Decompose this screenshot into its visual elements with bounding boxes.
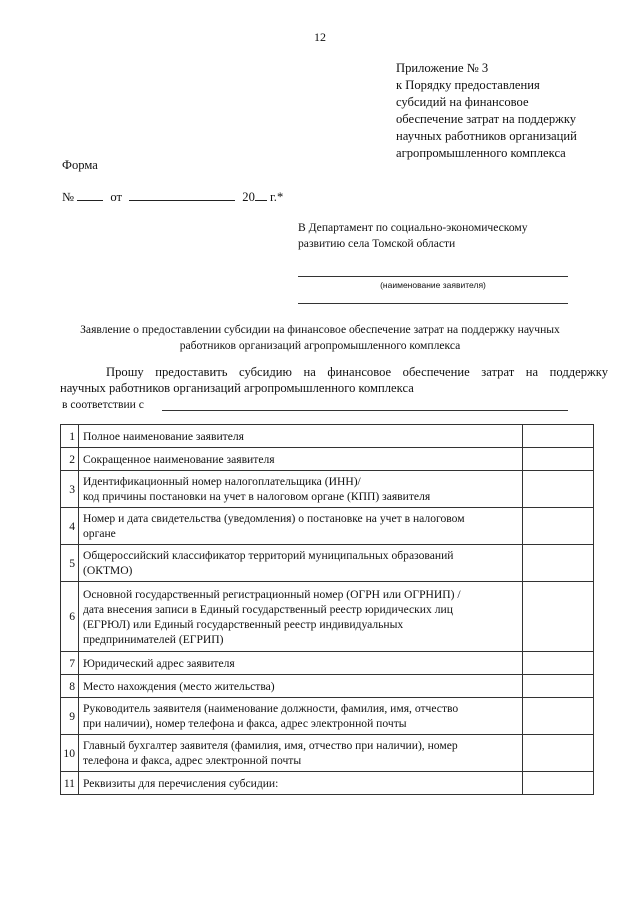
row-description-line: телефона и факса, адрес электронной почты: [82, 754, 302, 767]
applicant-name-line-2: [298, 303, 568, 304]
row-description: [78, 675, 522, 698]
row-number: 9: [61, 698, 79, 735]
row-description-line: Главный бухгалтер заявителя (фамилия, имя, отчество при наличии), номер: [82, 739, 458, 752]
row-number: 8: [61, 675, 79, 698]
row-number: 7: [61, 652, 79, 675]
table-row: [61, 698, 594, 735]
form-label: Форма: [62, 158, 98, 172]
row-value-cell[interactable]: [523, 582, 594, 652]
table-row: [61, 425, 594, 448]
row-value-cell[interactable]: [523, 545, 594, 582]
number-label: №: [62, 190, 75, 204]
row-value-cell[interactable]: [523, 425, 594, 448]
department-addressee: [298, 220, 598, 252]
appendix-line: субсидий на финансовое: [396, 95, 529, 109]
row-value-cell[interactable]: [523, 471, 594, 508]
table-row: [61, 735, 594, 772]
page-number: 12: [314, 30, 326, 44]
date-blank: [129, 189, 235, 201]
row-description-line: Юридический адрес заявителя: [82, 656, 235, 670]
document-number-line: [62, 189, 283, 205]
row-description-line: Номер и дата свидетельства (уведомления) о постановке на учет в налоговом: [82, 512, 465, 525]
row-description: [78, 582, 522, 652]
row-description-line: Общероссийский классификатор территорий муниципальных образований: [82, 549, 454, 562]
row-description: [78, 471, 522, 508]
title-line: Заявление о предоставлении субсидии на финансовое обеспечение затрат на поддержку научных: [80, 323, 560, 336]
row-number: 2: [61, 448, 79, 471]
row-number: 1: [61, 425, 79, 448]
row-number: 10: [61, 735, 79, 772]
row-number: 3: [61, 471, 79, 508]
row-number: 5: [61, 545, 79, 582]
year-suffix: г.*: [270, 190, 284, 204]
row-description-line: органе: [82, 527, 116, 540]
row-description: [78, 448, 522, 471]
row-description: [78, 772, 522, 795]
appendix-line: Приложение № 3: [396, 61, 489, 75]
row-value-cell[interactable]: [523, 698, 594, 735]
row-description-line: Руководитель заявителя (наименование должности, фамилия, имя, отчество: [82, 702, 459, 715]
table-row: [61, 582, 594, 652]
table-row: [61, 652, 594, 675]
row-description-line: при наличии), номер телефона и факса, адрес электронной почты: [82, 717, 407, 730]
table-row: [61, 508, 594, 545]
row-number: 4: [61, 508, 79, 545]
appendix-line: обеспечение затрат на поддержку: [396, 112, 577, 126]
row-value-cell[interactable]: [523, 772, 594, 795]
from-label: от: [110, 190, 122, 204]
row-value-cell[interactable]: [523, 735, 594, 772]
table-row: [61, 675, 594, 698]
row-description-line: Место нахождения (место жительства): [82, 679, 275, 693]
row-description-line: Идентификационный номер налогоплательщика (ИНН)/: [82, 475, 361, 488]
row-number: 11: [61, 772, 79, 795]
row-description: [78, 545, 522, 582]
applicant-info-table: [60, 424, 594, 795]
row-value-cell[interactable]: [523, 675, 594, 698]
row-description-line: (ОКТМО): [82, 564, 133, 577]
request-paragraph: [60, 364, 608, 396]
table-row: [61, 545, 594, 582]
row-value-cell[interactable]: [523, 508, 594, 545]
table-row: [61, 772, 594, 795]
request-line: Прошу предоставить субсидию на финансовое обеспечение затрат на поддержку: [106, 365, 608, 379]
row-description-line: Реквизиты для перечисления субсидии:: [82, 776, 279, 790]
row-value-cell[interactable]: [523, 652, 594, 675]
row-description-line: Сокращенное наименование заявителя: [82, 452, 275, 466]
row-description-line: Полное наименование заявителя: [82, 429, 245, 443]
accordance-label: в соответствии с: [62, 398, 144, 411]
row-description-line: предпринимателей (ЕГРИП): [82, 632, 224, 646]
row-description: [78, 425, 522, 448]
row-description-line: код причины постановки на учет в налоговом органе (КПП) заявителя: [82, 490, 431, 503]
year-blank: [255, 189, 267, 201]
row-value-cell[interactable]: [523, 448, 594, 471]
accordance-line: [162, 410, 568, 411]
title-line: работников организаций агропромышленного комплекса: [179, 339, 461, 352]
applicant-name-caption: (наименование заявителя): [380, 280, 486, 290]
year-prefix: 20: [242, 190, 255, 204]
department-line: развитию села Томской области: [298, 237, 456, 250]
table-row: [61, 471, 594, 508]
row-description-line: Основной государственный регистрационный номер (ОГРН или ОГРНИП) /: [82, 587, 461, 601]
number-blank: [77, 189, 103, 201]
row-description: [78, 508, 522, 545]
row-description: [78, 652, 522, 675]
appendix-header: [396, 60, 626, 162]
appendix-line: к Порядку предоставления: [396, 78, 540, 92]
applicant-name-line: [298, 276, 568, 277]
document-title: [40, 322, 600, 354]
appendix-line: научных работников организаций: [396, 129, 577, 143]
table-row: [61, 448, 594, 471]
row-description-line: дата внесения записи в Единый государственный реестр юридических лиц: [82, 602, 453, 616]
row-description: [78, 735, 522, 772]
row-description-line: (ЕГРЮЛ) или Единый государственный реестр индивидуальных: [82, 617, 404, 631]
row-number: 6: [61, 582, 79, 652]
appendix-line: агропромышленного комплекса: [396, 146, 566, 160]
request-line: научных работников организаций агропромышленного комплекса: [60, 381, 414, 395]
department-line: В Департамент по социально-экономическому: [298, 221, 528, 234]
row-description: [78, 698, 522, 735]
